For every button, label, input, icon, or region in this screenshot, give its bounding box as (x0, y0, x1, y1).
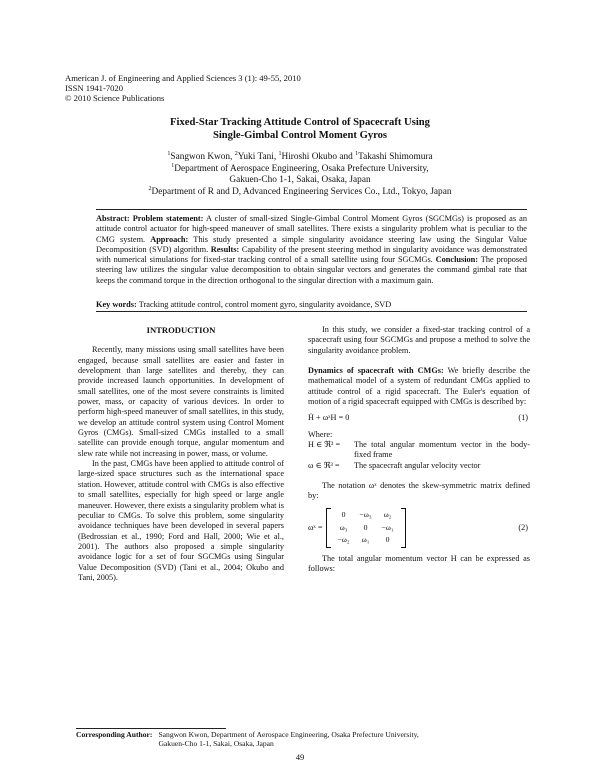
affiliation-sup: 1 (171, 162, 175, 169)
skew-matrix (326, 508, 406, 548)
right-column (308, 325, 530, 575)
problem-label: Problem statement: (132, 214, 204, 223)
author-name: Takashi Shimomura (358, 152, 433, 162)
where-symbol: H ∈ ℜ³ = (308, 440, 341, 450)
abstract (96, 209, 527, 286)
paragraph: The notation ωˣ denotes the skew-symmetric matrix defined by: (308, 481, 530, 501)
author-sup: 1 (167, 151, 171, 157)
author-sup: 1 (355, 151, 359, 157)
author-sup: 1 (278, 151, 282, 157)
matrix-cell: −ω₁ (381, 522, 394, 532)
equation-body: Ḣ + ωˣH = 0 (308, 413, 350, 423)
equation-lhs: ωˣ = (308, 522, 323, 532)
where-symbol: ω ∈ ℜ³ = (308, 460, 340, 470)
equation-1 (308, 413, 530, 423)
equation-number: (2) (518, 522, 528, 532)
affiliation-2 (60, 187, 540, 199)
where-item (308, 461, 530, 471)
approach-text: This study presented a simple singularity avoidance steering law using the Singular Value Decomposition (SVD) algorithm. (96, 234, 527, 254)
corresponding-author (76, 730, 536, 749)
divider (96, 311, 527, 312)
conclusion-text: The proposed steering law utilizes the singular value decomposition to obtain singular vectors and generates the command gimbal rate that keeps the command torque in the direction orthogonal to the singular direction with a maximum gain. (96, 255, 527, 285)
author-name: Sangwon Kwon, (170, 152, 235, 162)
matrix-bracket-left (326, 508, 331, 548)
affiliation-text: Department of R and D, Advanced Engineering Services Co., Ltd., Tokyo, Japan (151, 186, 452, 197)
journal-issn: ISSN 1941-7020 (65, 83, 124, 94)
matrix-cell: ω₂ (383, 510, 392, 520)
author-list (60, 152, 540, 164)
where-definition: The spacecraft angular velocity vector (354, 460, 481, 470)
where-label: Where: (308, 429, 333, 439)
matrix-cell: 0 (341, 510, 346, 520)
equation-2 (308, 508, 530, 548)
affiliation-text: Department of Aerospace Engineering, Osaka Prefecture University, (174, 163, 429, 174)
keywords-text: Tracking attitude control, control moment gyro, singularity avoidance, SVD (136, 300, 392, 309)
footnote-divider (76, 728, 226, 729)
paper-title (60, 116, 540, 142)
affiliation-sup: 2 (148, 185, 152, 192)
matrix-cell: ω₁ (361, 534, 370, 544)
matrix-cell: 0 (385, 534, 390, 544)
results-text: Capability of the present steering method in singularity avoidance was demonstrated with numerical simulations for fixed-star tracking control of a small satellite using four SGCMGs. (96, 244, 527, 265)
left-column (78, 325, 284, 583)
journal-header (65, 73, 301, 104)
paragraph-text: We briefly describe the mathematical model of a system of redundant CMGs applied to attitude control of a rigid spacecraft. The Euler's equation of motion of a rigid spacecraft equipped with CMGs is described by: (308, 366, 530, 407)
affiliation-1-address: Gakuen-Cho 1-1, Sakai, Osaka, Japan (229, 175, 371, 186)
paragraph: Recently, many missions using small satellites have been engaged, because small satellites are easier and faster in development than large satellites and thereby, they can provide increased launch opportunities. In development of small satellites, one of the most severe constraints is limited power, mass, or capacity of various devices. In order to perform high-speed maneuver of small satellites, in this study, we develop an attitude control system using Control Moment Gyros (CMGs). Small-sized CMGs installed to a small satellite can provide enough torque, angular momentum and slew rate while not increasing in power, mass, or volume. (78, 345, 284, 458)
conclusion-label: Conclusion: (435, 255, 479, 265)
journal-citation: American J. of Engineering and Applied Sciences 3 (1): 49-55, 2010 (65, 73, 301, 83)
author-sup: 2 (234, 151, 238, 157)
paragraph: In this study, we consider a fixed-star tracking control of a spacecraft using four SGCMGs and propose a method to solve the singularity avoidance problem. (308, 325, 530, 355)
where-definition: The total angular momentum vector in the body-fixed frame (354, 440, 530, 460)
page-number: 49 (295, 752, 305, 762)
equation-body (308, 508, 406, 548)
matrix-bracket-right (401, 508, 406, 548)
keywords-label: Key words: (96, 300, 137, 309)
paragraph: In the past, CMGs have been applied to attitude control of large-sized space structures such as the international space station. However, attitude control with CMGs is also effective to small satellites, especially for high speed or large angle maneuver. However, there exists a singularity problem what is peculiar to CMGs. To solve this problem, some singularity avoidance techniques have been developed in several papers (Bedrossian et al., 1990; Ford and Hall, 2000; Wie et al., 2001). The authors also proposed a simple singularity avoidance logic for a set of four SGCMGs using Singular Value Decomposition (SVD) (Tani et al., 2004; Okubo and Tani, 2005). (78, 459, 284, 582)
matrix-cell: 0 (363, 522, 368, 532)
abstract-label: Abstract: (96, 214, 130, 223)
title-line-2: Single-Gimbal Control Moment Gyros (212, 130, 388, 141)
section-heading: INTRODUCTION (146, 325, 216, 335)
author-name: Yuki Tani, (237, 152, 279, 162)
author-block (60, 152, 540, 198)
subsection-heading: Dynamics of spacecraft with CMGs: (308, 366, 444, 376)
corresponding-author-label: Corresponding Author: (76, 730, 153, 739)
where-item (308, 440, 530, 461)
affiliation-1 (60, 164, 540, 176)
keywords (96, 300, 527, 310)
paragraph (308, 366, 530, 407)
journal-copyright: © 2010 Science Publications (65, 93, 165, 104)
approach-label: Approach: (150, 234, 189, 244)
corresponding-author-line: Sangwon Kwon, Department of Aerospace Engineering, Osaka Prefecture University, (158, 730, 419, 739)
matrix-cell: −ω₂ (337, 534, 350, 544)
corresponding-author-line: Gakuen-Cho 1-1, Sakai, Osaka, Japan (158, 739, 274, 749)
paragraph: The total angular momentum vector H can be expressed as follows: (308, 553, 530, 574)
author-name: Hiroshi Okubo and (281, 152, 356, 162)
corresponding-author-text (158, 730, 418, 749)
matrix-grid (333, 510, 399, 545)
matrix-cell: ω₃ (339, 522, 348, 532)
title-line-1: Fixed-Star Tracking Attitude Control of Spacecraft Using (170, 117, 430, 128)
results-label: Results: (210, 244, 240, 254)
equation-number: (1) (518, 413, 528, 423)
matrix-cell: −ω₃ (359, 510, 372, 520)
problem-text: A cluster of small-sized Single-Gimbal Control Moment Gyros (SGCMGs) is proposed as an attitude control actuator for high-speed maneuver of small satellites. There exists a singularity problem what is peculiar to the CMG system. (96, 214, 527, 244)
